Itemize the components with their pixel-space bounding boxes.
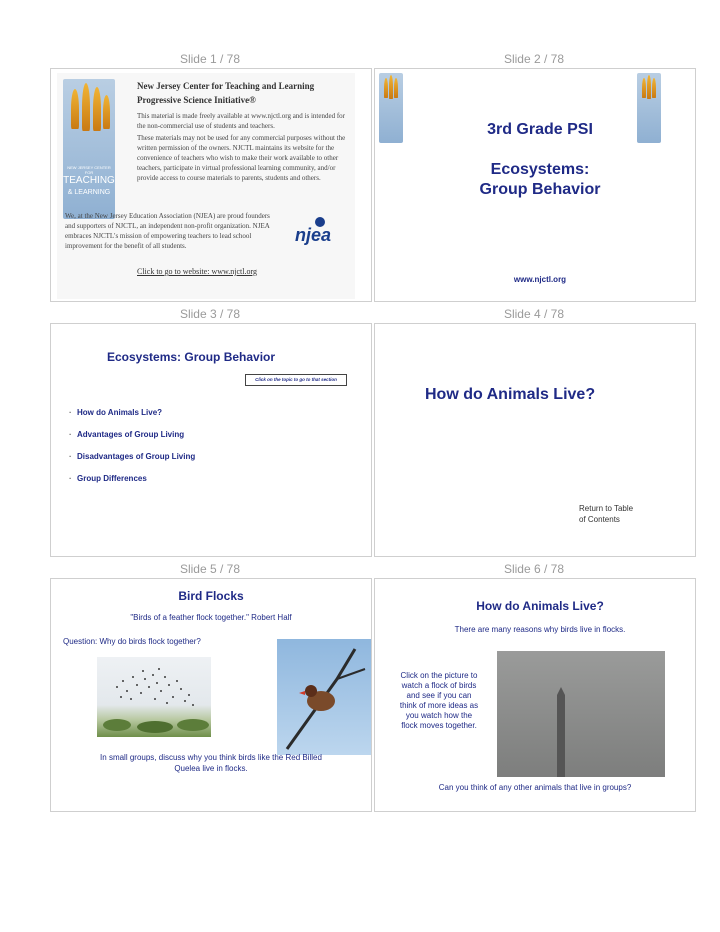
click-line-5: you watch how the xyxy=(405,711,473,720)
bird-flocks-title: Bird Flocks xyxy=(178,589,244,603)
slide-1[interactable] xyxy=(50,68,372,302)
toc-item-2[interactable]: · Advantages of Group Living xyxy=(69,430,185,439)
slide-1-title: New Jersey Center for Teaching and Learning xyxy=(137,81,315,91)
slide-6-title: How do Animals Live? xyxy=(476,599,604,613)
toc-hint: Click on the topic to go to that section xyxy=(245,374,347,386)
flock-video-thumbnail[interactable] xyxy=(497,651,665,777)
website-link[interactable]: Click to go to website: www.njctl.org xyxy=(137,267,257,276)
njctl-url[interactable]: www.njctl.org xyxy=(513,275,567,284)
slide-label-5: Slide 5 / 78 xyxy=(179,562,241,576)
course-title: 3rd Grade PSI xyxy=(487,121,593,138)
slide-label-3: Slide 3 / 78 xyxy=(179,307,241,321)
red-billed-quelea-photo xyxy=(277,639,372,755)
discussion-caption-1: In small groups, discuss why you think birds like the Red Billed xyxy=(100,753,322,762)
unit-title-1: Ecosystems: xyxy=(490,161,590,178)
click-line-3: and see if you can xyxy=(406,691,472,700)
slide-2[interactable] xyxy=(374,68,696,302)
logo-text-small: NEW JERSEY CENTER FOR xyxy=(67,165,111,175)
discussion-caption-2: Quelea live in flocks. xyxy=(174,764,248,773)
unit-title-2: Group Behavior xyxy=(479,181,601,198)
njctl-logo xyxy=(63,79,115,219)
njea-wordmark: njea xyxy=(295,225,332,245)
logo-text-learning: & LEARNING xyxy=(67,189,111,196)
slide-4[interactable] xyxy=(374,323,696,557)
slide-1-subtitle: Progressive Science Initiative® xyxy=(137,95,256,105)
return-link-2[interactable]: of Contents xyxy=(579,515,620,524)
slide-3[interactable] xyxy=(50,323,372,557)
njea-logo xyxy=(295,217,353,247)
toc-item-4[interactable]: · Group Differences xyxy=(69,474,147,483)
slide-1-para-3: We, at the New Jersey Education Association (NJEA) are proud founders and supporters of NJCTL, an independent non-profit organization. NJEA embraces NJCTL's mission of empowering teachers to lead school improvement for the benefit of all students. xyxy=(65,212,270,250)
slide-6-question: Can you think of any other animals that live in groups? xyxy=(438,783,632,792)
click-line-2: watch a flock of birds xyxy=(401,681,477,690)
slide-1-para-2: These materials may not be used for any commercial purposes without the written permission of the owners. NJCTL maintains its website for the convenience of teachers who wish to make their work available to other teachers, participate in virtual professional learning community, and/or provide access to course materials to parents, students and others. xyxy=(137,134,346,182)
slide-5[interactable] xyxy=(50,578,372,812)
toc-item-3[interactable]: · Disadvantages of Group Living xyxy=(69,452,196,461)
slide-6[interactable] xyxy=(374,578,696,812)
slide-6-intro: There are many reasons why birds live in flocks. xyxy=(454,625,626,634)
question: Question: Why do birds flock together? xyxy=(63,637,201,646)
click-line-6: flock moves together. xyxy=(401,721,477,730)
njctl-logo-left xyxy=(379,73,403,143)
quote: "Birds of a feather flock together." Robert Half xyxy=(130,613,292,622)
click-line-1: Click on the picture to xyxy=(400,671,478,680)
slide-1-para-1: This material is made freely available at www.njctl.org and is intended for the non-commercial use of students and teachers. xyxy=(137,112,345,130)
slide-label-6: Slide 6 / 78 xyxy=(503,562,565,576)
quelea-drawing xyxy=(277,639,372,755)
flock-dots xyxy=(97,657,211,737)
logo-text-teaching: TEACHING xyxy=(63,175,115,186)
bird-flock-photo xyxy=(97,657,211,737)
slide-label-2: Slide 2 / 78 xyxy=(503,52,565,66)
toc-title: Ecosystems: Group Behavior xyxy=(107,350,276,364)
click-instructions xyxy=(389,671,489,731)
toc-item-1[interactable]: · How do Animals Live? xyxy=(69,408,163,417)
obelisk-drawing xyxy=(497,651,665,777)
click-line-4: think of more ideas as xyxy=(399,701,479,710)
slide-label-4: Slide 4 / 78 xyxy=(503,307,565,321)
slide-label-1: Slide 1 / 78 xyxy=(179,52,241,66)
section-title: How do Animals Live? xyxy=(425,386,596,403)
return-link-1[interactable]: Return to Table xyxy=(579,504,634,513)
